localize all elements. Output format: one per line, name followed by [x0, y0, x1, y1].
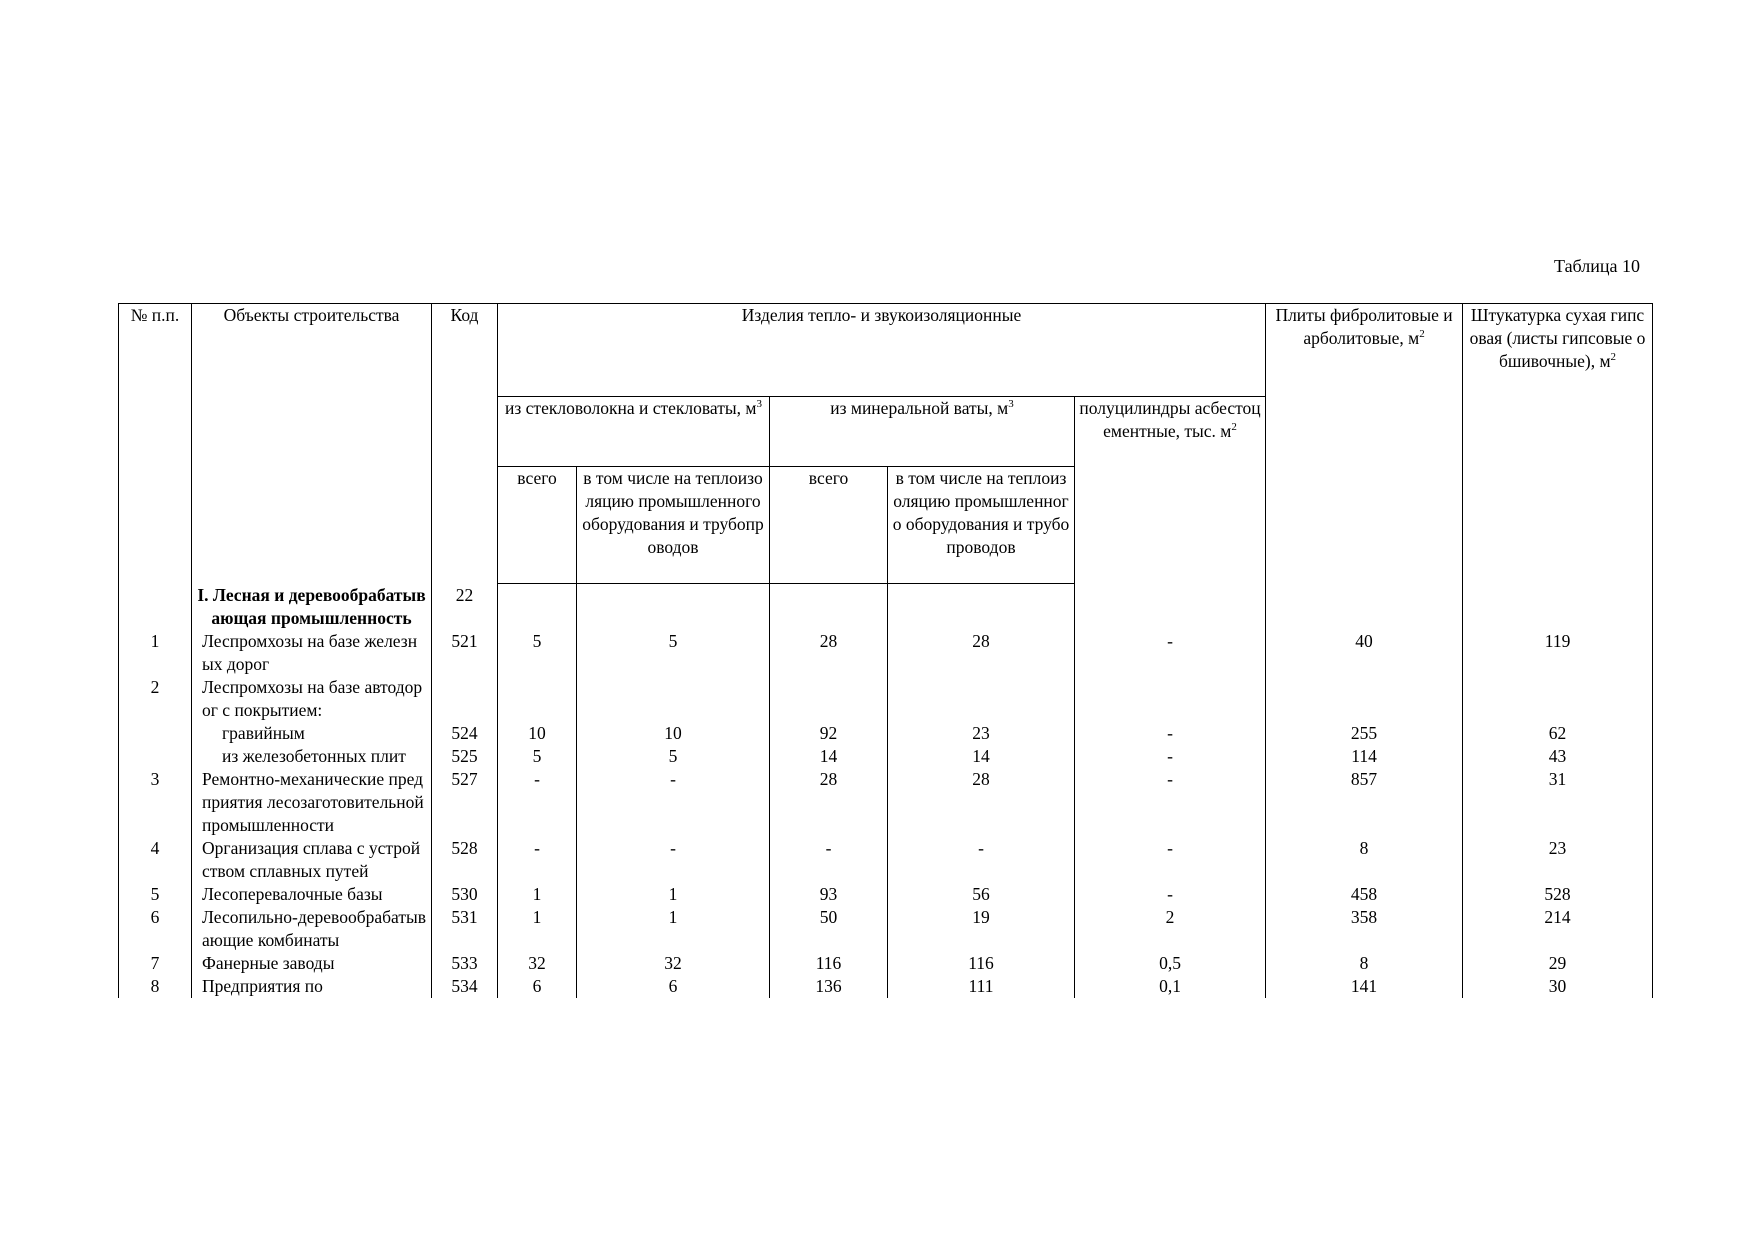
row-name: Лесопильно-деревообрабатывающие комбинаты	[192, 906, 432, 952]
row-mineral-incl: 56	[888, 883, 1075, 906]
row-name: Фанерные заводы	[192, 952, 432, 975]
row-mineral-incl: 28	[888, 768, 1075, 837]
row-glass-incl: 5	[577, 745, 770, 768]
row-code: 524	[432, 722, 498, 745]
row-glass-incl: -	[577, 837, 770, 883]
header-code: Код	[432, 304, 498, 584]
row-glass-incl: 6	[577, 975, 770, 998]
row-glass-incl: 1	[577, 883, 770, 906]
row-code: 533	[432, 952, 498, 975]
row-glass-incl: 5	[577, 630, 770, 676]
row-glass-total: 5	[498, 745, 577, 768]
header-glass-incl: в том числе на теплоизоляцию промышленного оборудования и трубопроводов	[577, 467, 770, 584]
header-glass-total: всего	[498, 467, 577, 584]
row-plaster: 29	[1463, 952, 1653, 975]
header-mineral-total: всего	[770, 467, 888, 584]
header-insulation: Изделия тепло- и звукоизоляционные	[498, 304, 1266, 397]
row-fibrolite: 114	[1266, 745, 1463, 768]
row-mineral-total: 92	[770, 722, 888, 745]
table-row	[119, 630, 1653, 676]
table-row	[119, 768, 1653, 837]
row-code: 530	[432, 883, 498, 906]
table-row	[119, 676, 1653, 722]
row-plaster: 30	[1463, 975, 1653, 998]
row-mineral-total: -	[770, 837, 888, 883]
section-title: I. Лесная и деревообрабатывающая промышленность	[192, 584, 432, 630]
row-semicyl: -	[1075, 883, 1266, 906]
row-name: Организация сплава с устройством сплавных путей	[192, 837, 432, 883]
table-row	[119, 837, 1653, 883]
row-glass-total: 1	[498, 883, 577, 906]
row-plaster: 214	[1463, 906, 1653, 952]
row-plaster: 43	[1463, 745, 1653, 768]
table-row	[119, 722, 1653, 745]
table-row	[119, 906, 1653, 952]
row-code: 531	[432, 906, 498, 952]
row-name: Леспромхозы на базе автодорог с покрытием:	[192, 676, 432, 722]
row-mineral-incl: 116	[888, 952, 1075, 975]
row-code: 525	[432, 745, 498, 768]
row-num: 8	[119, 975, 192, 998]
row-mineral-incl: 28	[888, 630, 1075, 676]
row-glass-incl: 1	[577, 906, 770, 952]
row-num: 1	[119, 630, 192, 676]
row-plaster: 528	[1463, 883, 1653, 906]
row-glass-total: 32	[498, 952, 577, 975]
row-num: 3	[119, 768, 192, 837]
row-semicyl: -	[1075, 768, 1266, 837]
row-num: 7	[119, 952, 192, 975]
row-glass-total: 1	[498, 906, 577, 952]
table-row	[119, 952, 1653, 975]
header-num: № п.п.	[119, 304, 192, 584]
row-plaster: 62	[1463, 722, 1653, 745]
row-semicyl: 0,1	[1075, 975, 1266, 998]
row-code: 528	[432, 837, 498, 883]
row-mineral-incl: -	[888, 837, 1075, 883]
row-mineral-total: 93	[770, 883, 888, 906]
materials-table	[118, 303, 1653, 998]
section-code: 22	[432, 584, 498, 630]
row-fibrolite: 255	[1266, 722, 1463, 745]
row-plaster: 23	[1463, 837, 1653, 883]
row-glass-total: -	[498, 837, 577, 883]
row-mineral-total: 28	[770, 630, 888, 676]
header-semicylinders: полуцилиндры асбестоцементные, тыс. $м^2$	[1075, 397, 1266, 584]
row-mineral-total: 136	[770, 975, 888, 998]
header-mineral: из минеральной ваты, $м^3$	[770, 397, 1075, 467]
row-glass-total: 10	[498, 722, 577, 745]
row-mineral-incl: 14	[888, 745, 1075, 768]
row-name: Ремонтно-механические предприятия лесозаготовительной промышленности	[192, 768, 432, 837]
row-glass-total: -	[498, 768, 577, 837]
row-semicyl: -	[1075, 722, 1266, 745]
row-num: 5	[119, 883, 192, 906]
header-objects: Объекты строительства	[192, 304, 432, 584]
row-fibrolite: 857	[1266, 768, 1463, 837]
row-fibrolite: 358	[1266, 906, 1463, 952]
row-mineral-total: 116	[770, 952, 888, 975]
row-fibrolite: 40	[1266, 630, 1463, 676]
table-row	[119, 883, 1653, 906]
row-semicyl: -	[1075, 630, 1266, 676]
row-semicyl: 2	[1075, 906, 1266, 952]
row-fibrolite: 8	[1266, 952, 1463, 975]
row-glass-incl: 10	[577, 722, 770, 745]
row-mineral-incl: 23	[888, 722, 1075, 745]
row-mineral-incl: 111	[888, 975, 1075, 998]
table-header	[119, 304, 1653, 584]
row-mineral-total: 14	[770, 745, 888, 768]
row-semicyl: 0,5	[1075, 952, 1266, 975]
row-semicyl: -	[1075, 745, 1266, 768]
section-row	[119, 584, 1653, 630]
row-num: 2	[119, 676, 192, 722]
row-num: 6	[119, 906, 192, 952]
row-plaster: 119	[1463, 630, 1653, 676]
row-code: 527	[432, 768, 498, 837]
row-glass-incl: -	[577, 768, 770, 837]
row-mineral-total: 28	[770, 768, 888, 837]
row-semicyl: -	[1075, 837, 1266, 883]
row-glass-total: 5	[498, 630, 577, 676]
row-num: 4	[119, 837, 192, 883]
row-code: 534	[432, 975, 498, 998]
table-caption: Таблица 10	[1554, 256, 1640, 276]
row-mineral-incl: 19	[888, 906, 1075, 952]
row-mineral-total: 50	[770, 906, 888, 952]
row-plaster: 31	[1463, 768, 1653, 837]
table-row	[119, 975, 1653, 998]
header-plaster: Штукатурка сухая гипсовая (листы гипсовые обшивочные), $м^2$	[1463, 304, 1653, 584]
row-code: 521	[432, 630, 498, 676]
row-fibrolite: 8	[1266, 837, 1463, 883]
row-fibrolite: 458	[1266, 883, 1463, 906]
header-fibrolite: Плиты фибролитовые и арболитовые, $м^2$	[1266, 304, 1463, 584]
row-name: Предприятия по	[192, 975, 432, 998]
row-glass-incl: 32	[577, 952, 770, 975]
table-row	[119, 745, 1653, 768]
row-name: Лесоперевалочные базы	[192, 883, 432, 906]
header-mineral-incl: в том числе на теплоизоляцию промышленного оборудования и трубопроводов	[888, 467, 1075, 584]
row-glass-total: 6	[498, 975, 577, 998]
row-fibrolite: 141	[1266, 975, 1463, 998]
header-glass: из стекловолокна и стекловаты, $м^3$	[498, 397, 770, 467]
row-name: Леспромхозы на базе железных дорог	[192, 630, 432, 676]
table-body	[119, 584, 1653, 998]
row-name: гравийным	[192, 722, 432, 745]
row-name: из железобетонных плит	[192, 745, 432, 768]
